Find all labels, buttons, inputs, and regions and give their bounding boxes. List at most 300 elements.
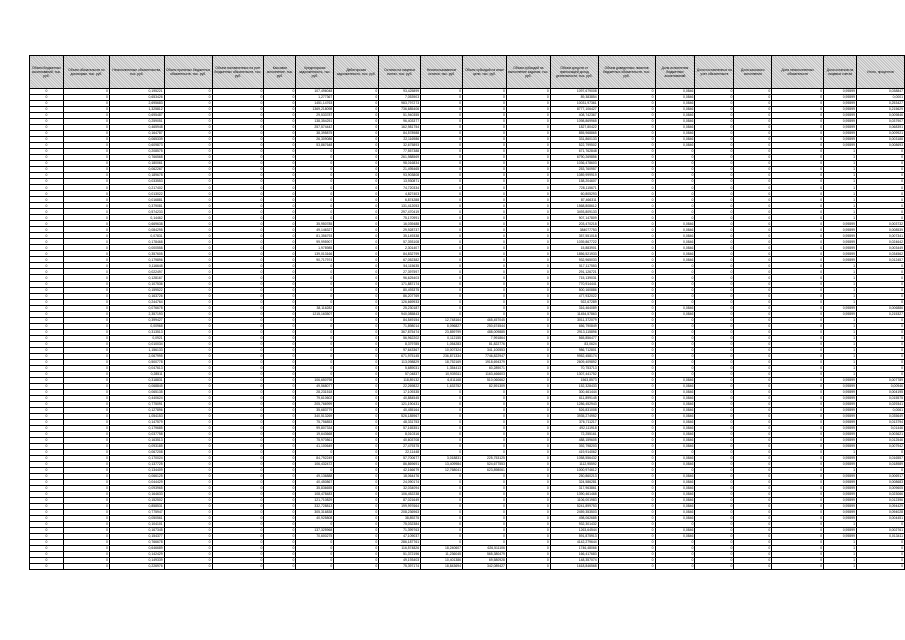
- table-cell[interactable]: 0: [655, 281, 695, 287]
- table-cell[interactable]: 99,807334: [296, 425, 334, 431]
- table-cell[interactable]: 0: [264, 467, 296, 473]
- table-cell[interactable]: 0,95599: [824, 455, 857, 461]
- table-cell[interactable]: 0: [264, 516, 296, 522]
- table-cell[interactable]: 1: [824, 323, 857, 329]
- table-cell[interactable]: 0,008693: [857, 143, 905, 149]
- table-cell[interactable]: 0: [695, 389, 734, 395]
- table-cell[interactable]: 0: [334, 480, 379, 486]
- table-cell[interactable]: 0: [506, 474, 550, 480]
- table-cell[interactable]: 0: [598, 377, 655, 383]
- table-cell[interactable]: 0: [164, 95, 212, 101]
- table-cell[interactable]: 0: [598, 498, 655, 504]
- table-cell[interactable]: 0: [63, 540, 109, 546]
- table-cell[interactable]: 0: [164, 431, 212, 437]
- table-cell[interactable]: 0: [264, 203, 296, 209]
- table-cell[interactable]: 2,357193: [109, 311, 164, 317]
- table-cell[interactable]: 0: [30, 233, 64, 239]
- table-cell[interactable]: 0: [506, 257, 550, 263]
- table-cell[interactable]: 0: [695, 293, 734, 299]
- table-cell[interactable]: 0: [734, 443, 772, 449]
- table-cell[interactable]: 47,109037: [379, 534, 421, 540]
- table-cell[interactable]: 0: [506, 227, 550, 233]
- table-cell[interactable]: 0: [734, 558, 772, 564]
- table-cell[interactable]: 0: [772, 431, 824, 437]
- table-cell[interactable]: 0: [421, 510, 463, 516]
- table-cell[interactable]: 0,95599: [824, 528, 857, 534]
- table-cell[interactable]: 8777,106427: [550, 107, 598, 113]
- table-cell[interactable]: 60,805293: [550, 191, 598, 197]
- table-cell[interactable]: 0: [772, 383, 824, 389]
- table-cell[interactable]: 0,0846: [655, 107, 695, 113]
- table-cell[interactable]: 0: [655, 167, 695, 173]
- table-cell[interactable]: 0: [212, 125, 264, 131]
- table-cell[interactable]: 0: [421, 167, 463, 173]
- table-cell[interactable]: 38,116282: [296, 305, 334, 311]
- table-cell[interactable]: 0: [734, 203, 772, 209]
- table-cell[interactable]: 0: [734, 197, 772, 203]
- table-cell[interactable]: 0,14462: [109, 215, 164, 221]
- table-cell[interactable]: 0: [164, 263, 212, 269]
- table-cell[interactable]: 0,95599: [824, 443, 857, 449]
- table-cell[interactable]: 0: [212, 107, 264, 113]
- table-cell[interactable]: 492,111918: [550, 425, 598, 431]
- table-cell[interactable]: 0: [463, 534, 507, 540]
- table-cell[interactable]: 0: [695, 233, 734, 239]
- table-cell[interactable]: 0: [63, 113, 109, 119]
- table-cell[interactable]: 261,988569: [379, 155, 421, 161]
- table-cell[interactable]: 0: [421, 185, 463, 191]
- table-cell[interactable]: 1098,869965: [550, 119, 598, 125]
- table-cell[interactable]: 0: [63, 474, 109, 480]
- table-cell[interactable]: 0: [857, 359, 905, 365]
- table-cell[interactable]: 0: [598, 455, 655, 461]
- table-cell[interactable]: 0: [772, 137, 824, 143]
- table-cell[interactable]: 0: [772, 185, 824, 191]
- table-cell[interactable]: 1: [824, 329, 857, 335]
- table-cell[interactable]: 97,643367: [379, 347, 421, 353]
- table-cell[interactable]: 1918,694379: [463, 359, 507, 365]
- table-cell[interactable]: 1: [824, 155, 857, 161]
- table-cell[interactable]: 208,236963: [379, 510, 421, 516]
- table-cell[interactable]: 0: [264, 149, 296, 155]
- table-cell[interactable]: 0: [334, 203, 379, 209]
- table-cell[interactable]: 0: [164, 89, 212, 95]
- table-cell[interactable]: 0,95599: [824, 131, 857, 137]
- table-cell[interactable]: 0,0846: [655, 305, 695, 311]
- table-cell[interactable]: 27,397597: [379, 269, 421, 275]
- table-cell[interactable]: 0: [264, 552, 296, 558]
- table-cell[interactable]: 0: [334, 299, 379, 305]
- table-cell[interactable]: 0: [212, 143, 264, 149]
- table-cell[interactable]: 0: [772, 449, 824, 455]
- table-cell[interactable]: 0: [212, 257, 264, 263]
- table-cell[interactable]: 0: [164, 546, 212, 552]
- table-cell[interactable]: 0: [264, 269, 296, 275]
- table-cell[interactable]: 17,109335: [379, 389, 421, 395]
- table-cell[interactable]: 0: [857, 552, 905, 558]
- table-cell[interactable]: 0: [264, 329, 296, 335]
- table-cell[interactable]: 0: [334, 113, 379, 119]
- table-cell[interactable]: 0: [463, 167, 507, 173]
- table-cell[interactable]: 488,009885: [463, 329, 507, 335]
- table-cell[interactable]: 0: [63, 125, 109, 131]
- table-cell[interactable]: 0,128167: [109, 275, 164, 281]
- table-cell[interactable]: 0: [598, 281, 655, 287]
- table-cell[interactable]: 0: [734, 552, 772, 558]
- table-cell[interactable]: 0: [695, 251, 734, 257]
- table-cell[interactable]: 0: [296, 173, 334, 179]
- table-cell[interactable]: 0: [695, 191, 734, 197]
- table-cell[interactable]: 0,95599: [824, 431, 857, 437]
- table-cell[interactable]: 0: [421, 155, 463, 161]
- table-cell[interactable]: 0: [30, 395, 64, 401]
- table-cell[interactable]: 0: [212, 89, 264, 95]
- table-cell[interactable]: 0: [212, 221, 264, 227]
- table-cell[interactable]: 203,470218: [550, 221, 598, 227]
- table-cell[interactable]: 0: [734, 540, 772, 546]
- table-cell[interactable]: 0,0846: [655, 461, 695, 467]
- table-cell[interactable]: 0,179685: [109, 425, 164, 431]
- table-cell[interactable]: 253,760957: [550, 167, 598, 173]
- table-cell[interactable]: 0: [598, 401, 655, 407]
- table-cell[interactable]: 0: [506, 239, 550, 245]
- table-cell[interactable]: 118,89132: [379, 377, 421, 383]
- table-cell[interactable]: 0: [264, 534, 296, 540]
- table-cell[interactable]: 0: [164, 365, 212, 371]
- table-cell[interactable]: 0: [63, 389, 109, 395]
- table-cell[interactable]: 0,107536: [109, 281, 164, 287]
- table-cell[interactable]: 0: [264, 95, 296, 101]
- table-cell[interactable]: 0: [63, 564, 109, 570]
- table-cell[interactable]: 49,136888: [296, 474, 334, 480]
- table-cell[interactable]: 0: [63, 131, 109, 137]
- table-cell[interactable]: 10,007324: [421, 347, 463, 353]
- table-cell[interactable]: 0: [506, 401, 550, 407]
- table-cell[interactable]: 932,301432: [550, 522, 598, 528]
- table-cell[interactable]: 0: [695, 299, 734, 305]
- table-cell[interactable]: 67,052382: [379, 257, 421, 263]
- table-cell[interactable]: 0: [463, 209, 507, 215]
- table-cell[interactable]: 0: [857, 281, 905, 287]
- table-cell[interactable]: 0: [264, 245, 296, 251]
- table-cell[interactable]: 35,149338: [379, 233, 421, 239]
- table-cell[interactable]: 0: [598, 299, 655, 305]
- table-cell[interactable]: 152,328433: [550, 383, 598, 389]
- table-cell[interactable]: 0: [772, 401, 824, 407]
- table-cell[interactable]: 80,493375: [379, 287, 421, 293]
- table-cell[interactable]: 0,024642: [857, 239, 905, 245]
- table-cell[interactable]: 0: [598, 137, 655, 143]
- table-cell[interactable]: 0: [598, 504, 655, 510]
- table-cell[interactable]: 0: [655, 558, 695, 564]
- table-cell[interactable]: 0,399427: [109, 317, 164, 323]
- table-cell[interactable]: 0: [857, 215, 905, 221]
- table-cell[interactable]: 0: [506, 323, 550, 329]
- table-cell[interactable]: 357,551018: [550, 233, 598, 239]
- table-cell[interactable]: 0: [598, 546, 655, 552]
- table-cell[interactable]: 0: [772, 197, 824, 203]
- table-cell[interactable]: 29,928737: [379, 227, 421, 233]
- table-cell[interactable]: 0: [463, 119, 507, 125]
- table-cell[interactable]: 1: [824, 552, 857, 558]
- table-cell[interactable]: 0,009921: [857, 131, 905, 137]
- table-cell[interactable]: 18,240607: [421, 546, 463, 552]
- table-cell[interactable]: 0: [164, 341, 212, 347]
- table-cell[interactable]: 0: [857, 329, 905, 335]
- table-cell[interactable]: 0: [421, 413, 463, 419]
- table-cell[interactable]: 0: [164, 221, 212, 227]
- table-cell[interactable]: 0: [30, 510, 64, 516]
- table-cell[interactable]: 137,325968: [296, 528, 334, 534]
- table-cell[interactable]: 0: [695, 540, 734, 546]
- table-cell[interactable]: 40,450867: [296, 480, 334, 486]
- table-cell[interactable]: 6,874288: [379, 197, 421, 203]
- table-cell[interactable]: 0: [164, 251, 212, 257]
- table-cell[interactable]: 0: [655, 329, 695, 335]
- table-cell[interactable]: 0: [772, 161, 824, 167]
- table-cell[interactable]: 0: [212, 425, 264, 431]
- table-cell[interactable]: 0,0846: [655, 431, 695, 437]
- table-cell[interactable]: 0,154377: [109, 534, 164, 540]
- table-cell[interactable]: 0: [734, 425, 772, 431]
- table-cell[interactable]: 0: [212, 341, 264, 347]
- table-cell[interactable]: 0: [734, 335, 772, 341]
- table-cell[interactable]: 0: [212, 401, 264, 407]
- table-cell[interactable]: 0: [164, 173, 212, 179]
- table-cell[interactable]: 0: [463, 191, 507, 197]
- column-header[interactable]: Доля остатков на лицевых счетах: [824, 56, 857, 89]
- table-cell[interactable]: 0,0846: [655, 89, 695, 95]
- table-cell[interactable]: 51,372196: [379, 552, 421, 558]
- table-cell[interactable]: 0: [212, 443, 264, 449]
- table-cell[interactable]: 0: [734, 431, 772, 437]
- table-cell[interactable]: 0,016881: [109, 197, 164, 203]
- table-cell[interactable]: 2,695683: [109, 101, 164, 107]
- column-header[interactable]: Объем поставленных на учет бюджетных обязательств, тыс. руб.: [212, 56, 264, 89]
- table-cell[interactable]: 0: [506, 510, 550, 516]
- table-cell[interactable]: 0: [421, 287, 463, 293]
- table-cell[interactable]: 0: [857, 197, 905, 203]
- table-cell[interactable]: 0: [164, 516, 212, 522]
- table-cell[interactable]: 0,440624: [109, 395, 164, 401]
- table-cell[interactable]: 0,066125: [109, 474, 164, 480]
- table-cell[interactable]: 0: [334, 149, 379, 155]
- table-cell[interactable]: 0: [506, 486, 550, 492]
- table-cell[interactable]: 139,013166: [296, 251, 334, 257]
- table-cell[interactable]: 0: [598, 528, 655, 534]
- table-cell[interactable]: 0: [598, 305, 655, 311]
- table-cell[interactable]: 0: [164, 510, 212, 516]
- table-cell[interactable]: 0: [655, 467, 695, 473]
- table-cell[interactable]: 0: [655, 269, 695, 275]
- table-cell[interactable]: 0: [598, 365, 655, 371]
- table-cell[interactable]: 0: [734, 347, 772, 353]
- table-cell[interactable]: 0: [63, 119, 109, 125]
- table-cell[interactable]: 0: [334, 461, 379, 467]
- table-cell[interactable]: 0: [164, 311, 212, 317]
- table-cell[interactable]: 21,495465: [379, 167, 421, 173]
- table-cell[interactable]: 0: [506, 89, 550, 95]
- table-cell[interactable]: 0: [164, 281, 212, 287]
- table-cell[interactable]: 0: [857, 341, 905, 347]
- table-cell[interactable]: 0: [63, 383, 109, 389]
- table-cell[interactable]: 0,167345: [109, 528, 164, 534]
- table-cell[interactable]: 0,646689: [109, 546, 164, 552]
- table-cell[interactable]: 0: [30, 263, 64, 269]
- table-cell[interactable]: 0: [598, 540, 655, 546]
- table-cell[interactable]: 0: [296, 564, 334, 570]
- table-cell[interactable]: 87,466311: [550, 197, 598, 203]
- table-cell[interactable]: 0: [772, 564, 824, 570]
- table-cell[interactable]: 0: [598, 95, 655, 101]
- table-cell[interactable]: 57,700677: [379, 455, 421, 461]
- table-cell[interactable]: 0: [334, 431, 379, 437]
- table-cell[interactable]: 0: [212, 101, 264, 107]
- table-cell[interactable]: 392,798203: [550, 443, 598, 449]
- table-cell[interactable]: 99,995907: [296, 239, 334, 245]
- table-cell[interactable]: 0: [734, 293, 772, 299]
- table-cell[interactable]: 0: [857, 185, 905, 191]
- table-cell[interactable]: 0: [734, 461, 772, 467]
- table-cell[interactable]: 0: [734, 215, 772, 221]
- table-cell[interactable]: 0: [264, 143, 296, 149]
- table-cell[interactable]: 0,002761: [857, 528, 905, 534]
- table-cell[interactable]: 0: [857, 371, 905, 377]
- table-cell[interactable]: 0: [63, 299, 109, 305]
- table-cell[interactable]: 517,117553: [550, 263, 598, 269]
- table-cell[interactable]: 0: [164, 101, 212, 107]
- table-cell[interactable]: 0: [30, 203, 64, 209]
- table-cell[interactable]: 0,050561: [109, 516, 164, 522]
- table-cell[interactable]: 0,004451: [857, 516, 905, 522]
- table-cell[interactable]: 83,0624: [550, 341, 598, 347]
- table-cell[interactable]: 0: [164, 383, 212, 389]
- table-cell[interactable]: 121,190431: [379, 401, 421, 407]
- table-cell[interactable]: 0: [30, 425, 64, 431]
- table-cell[interactable]: 0: [772, 155, 824, 161]
- table-cell[interactable]: 0: [421, 257, 463, 263]
- table-cell[interactable]: 75,170991: [379, 215, 421, 221]
- table-cell[interactable]: 0: [506, 203, 550, 209]
- table-cell[interactable]: 0: [857, 269, 905, 275]
- table-cell[interactable]: 0: [334, 143, 379, 149]
- table-cell[interactable]: 0: [296, 335, 334, 341]
- table-cell[interactable]: 0: [63, 443, 109, 449]
- table-cell[interactable]: 0: [63, 149, 109, 155]
- table-cell[interactable]: 28,231518: [296, 389, 334, 395]
- table-cell[interactable]: 1097,679008: [550, 89, 598, 95]
- table-cell[interactable]: 0: [506, 413, 550, 419]
- table-cell[interactable]: 0,0846: [655, 437, 695, 443]
- table-cell[interactable]: 0: [63, 510, 109, 516]
- table-cell[interactable]: 0: [30, 131, 64, 137]
- table-cell[interactable]: 0: [655, 365, 695, 371]
- table-cell[interactable]: 0: [506, 197, 550, 203]
- table-cell[interactable]: 0: [264, 311, 296, 317]
- table-cell[interactable]: 0: [30, 449, 64, 455]
- table-cell[interactable]: 0,003732: [857, 221, 905, 227]
- table-cell[interactable]: 1: [824, 287, 857, 293]
- table-cell[interactable]: 0: [463, 125, 507, 131]
- table-cell[interactable]: 0: [296, 263, 334, 269]
- table-cell[interactable]: 0,0846: [655, 101, 695, 107]
- table-cell[interactable]: 69,580928: [463, 558, 507, 564]
- table-cell[interactable]: 0: [63, 365, 109, 371]
- table-cell[interactable]: 0: [63, 395, 109, 401]
- table-cell[interactable]: 0: [164, 401, 212, 407]
- table-cell[interactable]: 0,244764: [109, 299, 164, 305]
- table-cell[interactable]: 0: [164, 149, 212, 155]
- table-cell[interactable]: 0: [296, 281, 334, 287]
- table-cell[interactable]: 0: [695, 215, 734, 221]
- table-cell[interactable]: 0: [30, 552, 64, 558]
- table-cell[interactable]: 0: [421, 107, 463, 113]
- table-cell[interactable]: 0: [264, 437, 296, 443]
- table-cell[interactable]: 0,95599: [824, 407, 857, 413]
- table-cell[interactable]: 0: [421, 143, 463, 149]
- table-cell[interactable]: 0: [857, 263, 905, 269]
- table-cell[interactable]: 1112,95592: [550, 461, 598, 467]
- table-cell[interactable]: 286,187761: [379, 540, 421, 546]
- table-cell[interactable]: 384077753: [550, 227, 598, 233]
- table-cell[interactable]: 158,204607: [550, 179, 598, 185]
- table-cell[interactable]: 1,054283: [421, 341, 463, 347]
- table-cell[interactable]: 0: [264, 131, 296, 137]
- table-cell[interactable]: 81,356793: [296, 233, 334, 239]
- table-cell[interactable]: 0: [734, 419, 772, 425]
- table-cell[interactable]: 0: [164, 113, 212, 119]
- table-cell[interactable]: 0,010034: [109, 341, 164, 347]
- table-cell[interactable]: 0: [212, 293, 264, 299]
- table-cell[interactable]: 0: [212, 329, 264, 335]
- table-cell[interactable]: 0: [63, 498, 109, 504]
- table-cell[interactable]: 0,006917: [857, 474, 905, 480]
- table-cell[interactable]: 0: [63, 269, 109, 275]
- table-cell[interactable]: 0: [212, 287, 264, 293]
- table-cell[interactable]: 0: [30, 113, 64, 119]
- table-cell[interactable]: 0: [695, 546, 734, 552]
- table-cell[interactable]: 0: [296, 467, 334, 473]
- table-cell[interactable]: 0: [296, 149, 334, 155]
- table-cell[interactable]: 0: [63, 227, 109, 233]
- table-cell[interactable]: 0: [264, 323, 296, 329]
- table-cell[interactable]: 90,717974: [296, 257, 334, 263]
- table-cell[interactable]: 0: [463, 233, 507, 239]
- table-cell[interactable]: 106,650798: [296, 377, 334, 383]
- table-cell[interactable]: 524,677553: [463, 461, 507, 467]
- table-cell[interactable]: 0: [212, 467, 264, 473]
- table-cell[interactable]: 0: [506, 317, 550, 323]
- table-cell[interactable]: 0: [463, 149, 507, 155]
- table-cell[interactable]: 0,016557: [857, 455, 905, 461]
- table-cell[interactable]: 1036,478603: [550, 161, 598, 167]
- table-cell[interactable]: 0: [598, 257, 655, 263]
- table-cell[interactable]: 0: [695, 528, 734, 534]
- table-cell[interactable]: 0: [264, 179, 296, 185]
- table-cell[interactable]: 75,032384: [379, 522, 421, 528]
- column-header[interactable]: Кредиторская задолженность, тыс. руб.: [296, 56, 334, 89]
- table-cell[interactable]: 0: [421, 233, 463, 239]
- table-cell[interactable]: 0: [857, 347, 905, 353]
- table-cell[interactable]: 0: [264, 125, 296, 131]
- table-cell[interactable]: 0: [655, 149, 695, 155]
- table-cell[interactable]: 0: [655, 209, 695, 215]
- table-cell[interactable]: 0: [734, 528, 772, 534]
- table-cell[interactable]: 0: [212, 449, 264, 455]
- table-cell[interactable]: 0: [30, 504, 64, 510]
- table-cell[interactable]: 0: [772, 443, 824, 449]
- table-cell[interactable]: 0: [30, 89, 64, 95]
